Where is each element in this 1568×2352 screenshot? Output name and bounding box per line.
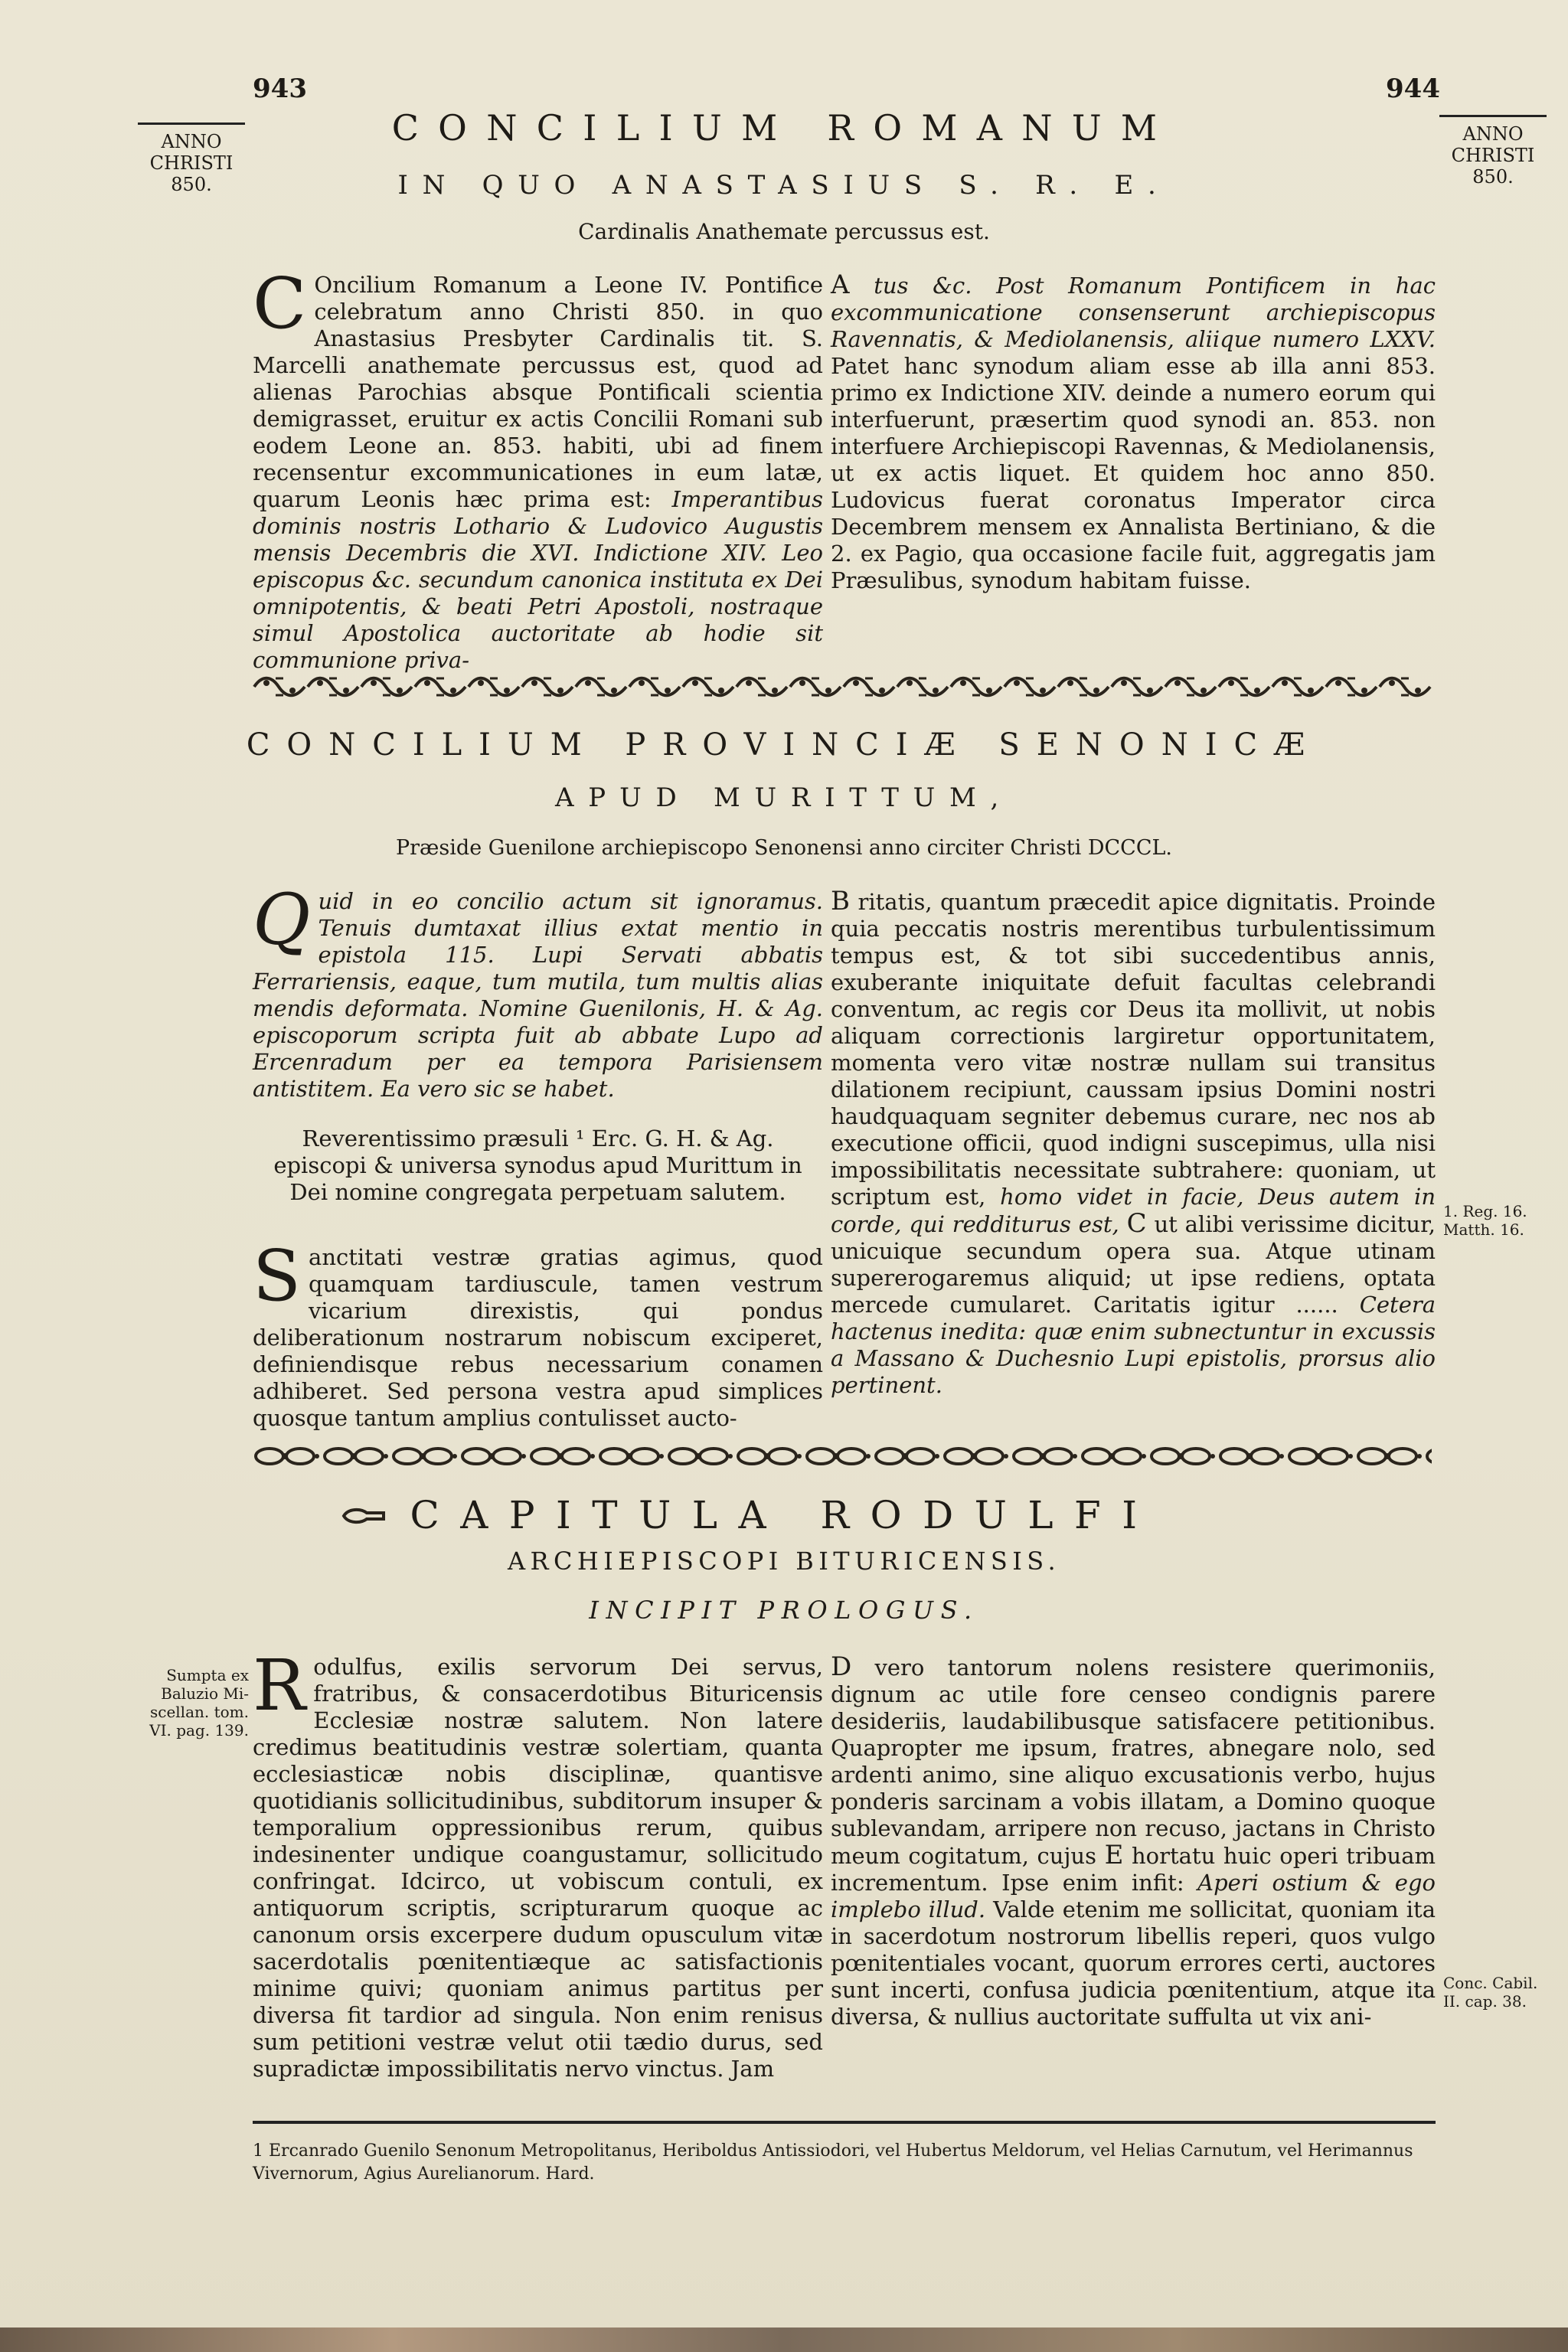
paragraph-italic: tus &c. Post Romanum Pontificem in hac excommunicatione consenserunt archiepiscopus Ravennatis, & Mediolanensis, aliique numero LXXV. — [831, 273, 1436, 352]
drop-cap: C — [253, 263, 307, 345]
paragraph: odulfus, exilis servorum Dei servus, fratribus, & consacerdotibus Bituricensis Ecclesiæ nostræ salutem. Non latere credimus beatitudinis vestræ solertiam, quanta ecclesiasticæ nobis disciplinæ, quantisve quotidianis sollicitudinibus, subditorum insuper & temporalium oppressionibus rerum, quibus indesinenter undique coangustamur, sollicitudo confringat. Idcirco, ut vobiscum contuli, ex antiquorum scriptis, scripturarum quoque ac canonum orsis excerpere dudum opusculum vitæ sacerdotalis pœnitentiæque ac satisfactionis minime quivi; quoniam animus partitus per diversa fit tardior ad singula. Non enim renisus sum petitioni vestræ velut otii tædio durus, sed supradictæ impossibilitatis nervo vinctus. Jam — [253, 1654, 823, 2082]
intro-text: uid in eo concilio actum sit ignoramus. Tenuis dumtaxat illius extat mentio in epistola 115. Lupi Servati abbatis Ferrariensis, eaque, tum mutila, tum multis alias mendis deformata. Nomine Guenilonis, H. & Ag. episcoporum scripta fuit ab abbate Lupo ad Ercenradum per ea tempora Parisiensem antistitem. Ea vero sic se habet. — [253, 888, 823, 1102]
section3-col-left — [253, 1645, 823, 2082]
column-marker: A — [831, 270, 850, 300]
column-marker: E — [1104, 1840, 1124, 1870]
editorial-note-italic: Cetera hactenus inedita: quæ enim subnectuntur in excussis a Massano & Duchesnio Lupi epistolis, prorsus alio pertinent. — [831, 1292, 1436, 1398]
page-number-right: 944 — [1386, 74, 1440, 104]
drop-cap: S — [253, 1235, 302, 1317]
anno-label: ANNO — [161, 131, 222, 152]
footnote-rule — [253, 2121, 1436, 2124]
side-note-council — [1443, 1974, 1558, 2011]
side-note-line: VI. pag. 139. — [149, 1721, 249, 1740]
column-marker: C — [1126, 1208, 1147, 1239]
footnote: 1 Ercanrado Guenilo Senonum Metropolitanus, Heriboldus Antissiodori, vel Hubertus Meldorum, vel Helias Carnutum, vel Herimannus Vivernorum, Agius Aurelianorum. Hard. — [253, 2141, 1413, 2184]
paragraph: Valde etenim me sollicitat, quoniam ita in sacerdotum nostrorum libellis reperi, quos vulgo pœnitentiales vocant, quorum errores certi, auctores sunt incerti, confusa judicia pœnitentium, atque ita diversa, & nullius auctoritate suffulta ut vix ani- — [831, 1896, 1436, 2030]
letter-text: anctitati vestræ gratias agimus, quod quamquam tardiuscule, tamen vestrum vicarium direxistis, qui pondus deliberationum nostrarum nobiscum exciperet, definiendisque rebus necessarium conamen adhiberet. Sed persona vestra apud simplices quosque tantum amplius contulisset aucto- — [253, 1244, 823, 1431]
quote-italic: Aperi ostium & ego implebo illud. — [831, 1870, 1436, 1922]
section1-title: CONCILIUM ROMANUM — [391, 107, 1177, 149]
section2-title: CONCILIUM PROVINCIÆ SENONICÆ — [246, 727, 1322, 763]
page-edge-strip — [0, 2328, 1568, 2352]
year-label: 850. — [1472, 166, 1514, 188]
paragraph: vero tantorum nolens resistere querimoniis, dignum ac utile fore censeo condignis parere desideriis, laudabilibusque satisfacere petitionibus. Quapropter me ipsum, fratres, abnegare nolo, sed ardenti animo, sine aliquo excusationis verbo, hujus ponderis sarcinam a vobis illatam, a Domino quoque sublevandam, arripere non recuso, jactans in Christo meum cogitatum, cujus — [831, 1655, 1436, 1869]
paragraph-italic: Imperantibus dominis nostris Lothario & Ludovico Augustis mensis Decembris die XVI. Indictione XIV. Leo episcopus &c. secundum canonica instituta ex Dei omnipotentis, & beati Petri Apostoli, nostraque simul Apostolica auctoritate ab hodie sit communione priva- — [253, 486, 824, 673]
letter-paragraph — [253, 1235, 823, 1432]
page-number-left: 943 — [253, 74, 307, 104]
section3-col-right — [831, 1651, 1436, 2030]
quote-italic: homo videt in facie, Deus autem in corde, qui redditurus est, — [831, 1184, 1436, 1237]
anno-label: ANNO — [1462, 123, 1524, 145]
drop-cap: R — [253, 1645, 306, 1726]
year-label: 850. — [171, 174, 212, 195]
section1-subtitle: IN QUO ANASTASIUS S. R. E. — [397, 170, 1171, 201]
intro-paragraph — [253, 879, 823, 1102]
side-note-line: II. cap. 38. — [1443, 1992, 1527, 2011]
section2-col-left — [253, 879, 823, 1432]
side-note-line: Sumpta ex — [166, 1666, 249, 1684]
paragraph: Oncilium Romanum a Leone IV. Pontifice celebratum anno Christi 850. in quo Anastasius Presbyter Cardinalis tit. S. Marcelli anathemate percussus est, quod ad alienas Parochias absque Pontificali scientia demigrasset, eruitur ex actis Concilii Romani sub eodem Leone an. 853. habiti, ubi ad finem recensentur excommunicationes in eum latæ, quarum Leonis hæc prima est: — [253, 272, 823, 512]
section2-subtitle2: Præside Guenilone archiepiscopo Senonensi anno circiter Christi DCCCL. — [395, 836, 1173, 860]
greeting: Reverentissimo præsuli ¹ Erc. G. H. & Ag. episcopi & universa synodus apud Murittum in Dei nomine congregata perpetuam salutem. — [273, 1125, 802, 1205]
section3-subtitle2: INCIPIT PROLOGUS. — [589, 1596, 979, 1625]
side-note-source — [134, 1666, 249, 1740]
ornament-band-1 — [253, 674, 1432, 700]
side-note-line: Conc. Cabil. — [1443, 1974, 1538, 1992]
ornament-band-2 — [253, 1443, 1432, 1469]
side-note-line: 1. Reg. 16. — [1443, 1202, 1527, 1220]
letter-text: ut alibi verissime dicitur, unicuique secundum opera sua. Atque utinam supererogaremus aliquid; ut ipse rediens, optata mercede cumularet. Caritatis igitur ...... — [831, 1211, 1436, 1318]
section3-title: CAPITULA RODULFI — [410, 1493, 1158, 1537]
section2-subtitle: APUD MURITTUM, — [554, 782, 1014, 813]
christi-label: CHRISTI — [149, 152, 234, 174]
side-note-line: Matth. 16. — [1443, 1220, 1524, 1239]
section2-col-right — [831, 888, 1436, 1399]
section1-subtitle2: Cardinalis Anathemate percussus est. — [578, 219, 990, 244]
section1-col-left — [253, 263, 824, 674]
side-note-line: Baluzio Mi- — [161, 1684, 249, 1703]
section1-col-right — [831, 272, 1436, 594]
section3-subtitle: ARCHIEPISCOPI BITURICENSIS. — [507, 1547, 1061, 1576]
side-note-line: scellan. tom. — [149, 1703, 249, 1721]
side-note-references — [1443, 1202, 1558, 1239]
column-marker: D — [831, 1651, 852, 1682]
letter-text: ritatis, quantum præcedit apice dignitatis. Proinde quia peccatis nostris merentibus turbulentissimum tempus est, & tot sibi succedentibus annis, exuberante iniquitate defuit facultas celebrandi conventum, ac regis cor Deus ita mollivit, ut nobis aliquam correctionis largiretur opportunitatem, momenta vero vitæ nostræ nullam sui transitus dilationem recipiunt, caussam ipsius Domini nostri haudquaquam segniter debemus curare, nec nos ab executione officii, quod indigni suscepimus, ulla nisi impossibilitatis necessitate subtrahere: quoniam, ut scriptum est, — [831, 889, 1436, 1210]
paragraph: Patet hanc synodum aliam esse ab illa anni 853. primo ex Indictione XIV. deinde a numero eorum qui interfuerunt, præsertim quod synodi an. 853. non interfuere Archiepiscopi Ravennas, & Mediolanensis, ut ex actis liquet. Et quidem hoc anno 850. Ludovicus fuerat coronatus Imperator circa Decembrem mensem ex Annalista Bertiniano, & die 2. ex Pagio, qua occasione facile fuit, aggregatis jam Præsulibus, synodum habitam fuisse. — [831, 353, 1436, 593]
paragraph: hortatu huic operi tribuam incrementum. Ipse enim infit: — [831, 1843, 1436, 1896]
drop-cap: Q — [253, 879, 311, 961]
column-marker: B — [831, 886, 850, 916]
christi-label: CHRISTI — [1451, 145, 1535, 166]
